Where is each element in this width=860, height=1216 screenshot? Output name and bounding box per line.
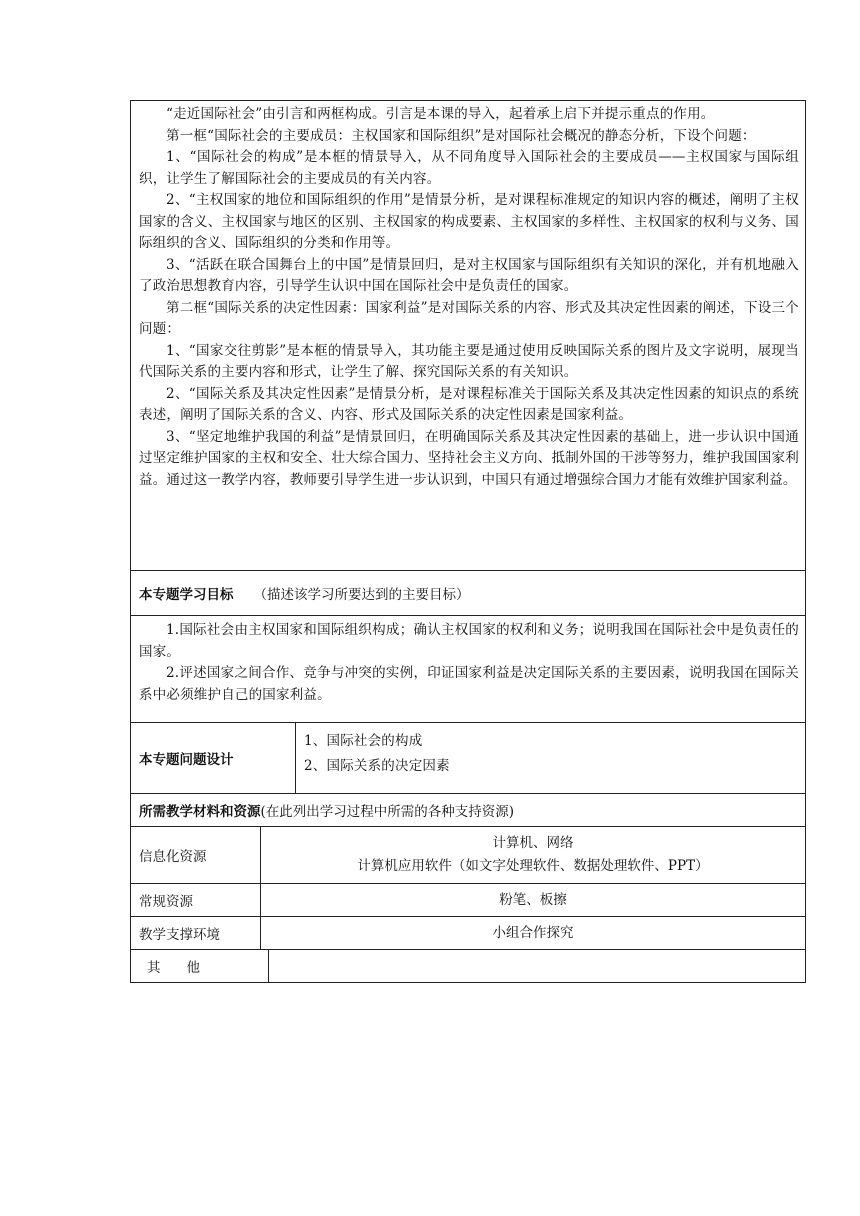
goal-item: 1.国际社会由主权国家和国际组织构成；确认主权国家的权利和义务；说明我国在国际社会中是负责任的国家。: [139, 622, 799, 660]
resource-line: 粉笔、板擦: [499, 891, 567, 908]
resource-row: [131, 949, 805, 982]
intro-paragraph: “走近国际社会”由引言和两框构成。引言是本课的导入，起着承上启下并提示重点的作用。: [166, 106, 715, 122]
resource-line: 小组合作探究: [492, 924, 574, 941]
resources-heading-row: [131, 793, 805, 826]
question-item: 2、国际关系的决定因素: [304, 758, 450, 774]
question-design-label: 本专题问题设计: [139, 752, 234, 768]
intro-paragraph: 第一框“国际社会的主要成员：主权国家和国际组织”是对国际社会概况的静态分析，下设个问题：: [166, 127, 756, 144]
intro-paragraph: 1、“国际社会的构成”是本框的情景导入，从不同角度导入国际社会的主要成员——主权国家与国际组织，让学生了解国际社会的主要成员的有关内容。: [139, 149, 799, 187]
goals-heading: 本专题学习目标: [139, 587, 234, 603]
intro-paragraph: 3、“活跃在联合国舞台上的中国”是情景回归，是对主权国家与国际组织有关知识的深化，并有机地融入了政治思想教育内容，引导学生认识中国在国际社会中是负责任的国家。: [139, 256, 799, 294]
lesson-plan-table: [130, 100, 806, 983]
resource-row: [131, 916, 805, 949]
resources-heading: 所需教学材料和资源: [139, 804, 261, 820]
intro-section: [131, 101, 805, 570]
goal-item: 2.评述国家之间合作、竞争与冲突的实例，印证国家利益是决定国际关系的主要因素，说明我国在国际关系中必须维护自己的国家利益。: [139, 665, 799, 703]
goals-section: [131, 615, 805, 722]
resources-hint: (在此列出学习过程中所需的各种支持资源): [260, 804, 515, 820]
other-label-b: 他: [186, 960, 202, 976]
question-design-row: [131, 722, 805, 793]
intro-paragraph: 1、“国家交往剪影”是本框的情景导入，其功能主要是通过使用反映国际关系的图片及文字说明，展现当代国际关系的主要内容和形式，让学生了解、探究国际关系的有关知识。: [139, 342, 799, 380]
resource-value: [260, 917, 805, 949]
resource-value: [268, 950, 805, 982]
question-item: 1、国际社会的构成: [304, 733, 423, 749]
other-label-a: 其: [147, 960, 163, 976]
intro-paragraph: 2、“国际关系及其决定性因素”是情景分析，是对课程标准关于国际关系及其决定性因素的知识点的系统表述，阐明了国际关系的含义、内容、形式及国际关系的决定性因素是国家利益。: [139, 385, 799, 423]
intro-paragraph: 3、“坚定地维护我国的利益”是情景回归，在明确国际关系及其决定性因素的基础上，进一步认识中国通过坚定维护国家的主权和安全、壮大综合国力、坚持社会主义方向、抵制外国的干涉等努力，维护我国国家利益。通过这一教学内容，教师要引导学生进一步认识到，中国只有通过增强综合国力才能有效维护国家利益。: [139, 428, 799, 488]
resource-label: 常规资源: [139, 894, 193, 910]
goals-heading-row: [131, 570, 805, 615]
resource-line: 计算机应用软件（如文字处理软件、数据处理软件、PPT）: [357, 858, 709, 874]
intro-paragraph: 第二框“国际关系的决定性因素：国家利益”是对国际关系的内容、形式及其决定性因素的阐述，下设三个问题：: [139, 299, 799, 337]
resource-label: 教学支撑环境: [139, 927, 220, 943]
resource-line: 计算机、网络: [492, 835, 574, 851]
resource-row: [131, 826, 805, 883]
intro-paragraph: 2、“主权国家的地位和国际组织的作用”是情景分析，是对课程标准规定的知识内容的概述，阐明了主权国家的含义、主权国家与地区的区别、主权国家的构成要素、主权国家的多样性、主权国家的权利与义务、国际组织的含义、国际组织的分类和作用等。: [139, 192, 799, 251]
resource-value: [260, 884, 805, 916]
question-design-cell: [295, 723, 805, 793]
resource-value: [260, 827, 805, 883]
resource-row: [131, 883, 805, 916]
goals-hint: （描述该学习所要达到的主要目标）: [253, 587, 470, 603]
resource-label-other: [131, 950, 268, 982]
resource-label: 信息化资源: [139, 849, 207, 865]
